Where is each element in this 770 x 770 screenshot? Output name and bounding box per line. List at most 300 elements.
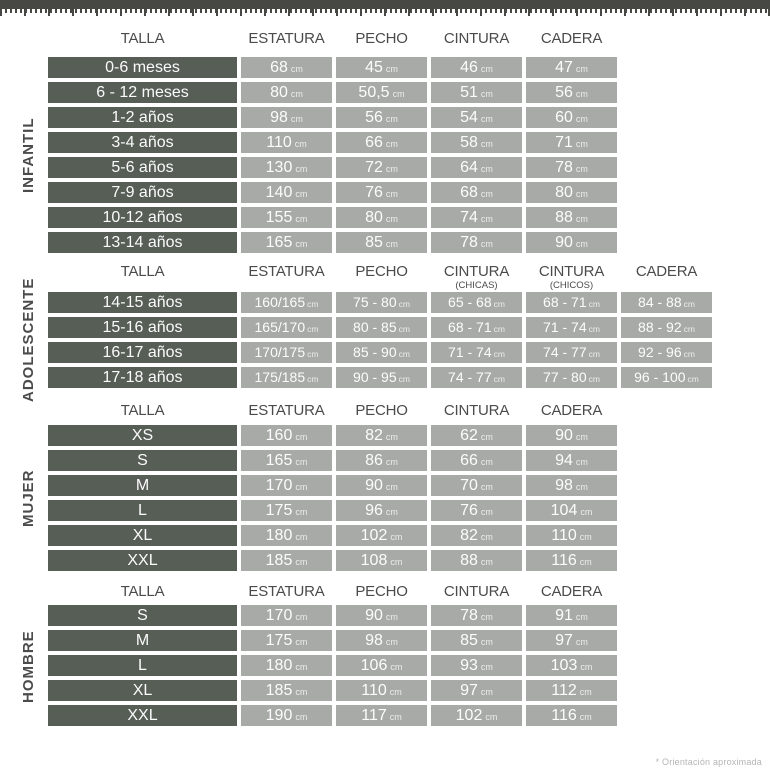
measure-unit: cm xyxy=(389,712,402,722)
measure-value: 94 xyxy=(555,452,573,469)
table-body-adolescente xyxy=(48,292,712,388)
column-header-talla xyxy=(48,264,237,291)
measure-value: 80 xyxy=(555,184,573,201)
measure-value: 175 xyxy=(265,502,293,519)
measure-value: 130 xyxy=(265,159,293,176)
measure-cell xyxy=(431,680,522,701)
measure-value: 86 xyxy=(365,452,383,469)
measure-cell xyxy=(336,680,427,701)
measure-value: 72 xyxy=(365,159,383,176)
measure-unit: cm xyxy=(480,482,493,492)
section-label-hombre: HOMBRE xyxy=(20,630,37,704)
measure-unit: cm xyxy=(687,374,699,384)
column-header-label: CINTURA xyxy=(443,583,510,600)
measure-unit: cm xyxy=(588,349,600,359)
measure-cell xyxy=(336,525,427,546)
section-mujer xyxy=(48,403,617,571)
measure-cell xyxy=(431,292,522,313)
column-header-pecho xyxy=(336,264,427,291)
measure-value: 185 xyxy=(265,682,293,699)
measure-cell xyxy=(241,182,332,203)
measure-value: 110 xyxy=(266,134,292,151)
measure-unit: cm xyxy=(385,507,398,517)
measure-unit: cm xyxy=(480,239,493,249)
talla-cell: XXL xyxy=(48,550,237,571)
measure-unit: cm xyxy=(575,432,588,442)
measure-cell xyxy=(621,367,712,388)
header-row-hombre xyxy=(48,584,617,600)
measure-cell xyxy=(526,342,617,363)
talla-cell: XXL xyxy=(48,705,237,726)
column-header-cadera xyxy=(526,584,617,600)
measure-cell xyxy=(336,450,427,471)
measure-cell xyxy=(241,605,332,626)
footnote: * Orientación aproximada xyxy=(655,757,762,767)
measure-value: 110 xyxy=(361,682,387,699)
measure-cell xyxy=(241,500,332,521)
measure-value: 180 xyxy=(265,657,293,674)
column-header-label: CINTURA xyxy=(538,263,605,280)
measure-value: 45 xyxy=(365,59,383,76)
talla-cell: 1-2 años xyxy=(48,107,237,128)
measure-unit: cm xyxy=(580,507,593,517)
measure-value: 90 xyxy=(365,607,383,624)
measure-cell xyxy=(431,107,522,128)
column-header-label: CINTURA xyxy=(443,402,510,419)
measure-value: 170 xyxy=(265,477,293,494)
column-header-label: CINTURA xyxy=(443,30,510,47)
measure-value: 92 - 96 xyxy=(638,344,682,360)
measure-unit: cm xyxy=(385,214,398,224)
measure-cell xyxy=(241,107,332,128)
measure-value: 190 xyxy=(265,707,293,724)
column-header-cadera xyxy=(621,264,712,291)
column-header-label: CADERA xyxy=(540,30,603,47)
measure-value: 56 xyxy=(555,84,573,101)
measure-value: 74 - 77 xyxy=(543,344,587,360)
measure-value: 102 xyxy=(360,527,388,544)
measure-value: 75 - 80 xyxy=(353,294,397,310)
measure-cell xyxy=(526,550,617,571)
measure-unit: cm xyxy=(385,482,398,492)
measure-cell xyxy=(431,525,522,546)
measure-value: 60 xyxy=(555,109,573,126)
measure-value: 77 - 80 xyxy=(543,369,587,385)
measure-cell xyxy=(336,425,427,446)
measure-value: 117 xyxy=(361,707,387,724)
measure-cell xyxy=(526,207,617,228)
measure-value: 56 xyxy=(365,109,383,126)
measure-cell xyxy=(241,292,332,313)
column-header-label: CINTURA xyxy=(443,263,510,280)
measure-unit: cm xyxy=(392,89,405,99)
measure-unit: cm xyxy=(389,687,402,697)
talla-cell: 14-15 años xyxy=(48,292,237,313)
measure-unit: cm xyxy=(485,712,498,722)
measure-value: 170 xyxy=(265,607,293,624)
measure-cell xyxy=(526,525,617,546)
measure-unit: cm xyxy=(588,374,600,384)
measure-unit: cm xyxy=(290,64,303,74)
talla-cell: XL xyxy=(48,525,237,546)
measure-value: 85 xyxy=(365,234,383,251)
column-header-estatura xyxy=(241,31,332,47)
table-body-infantil xyxy=(48,57,617,253)
measure-unit: cm xyxy=(290,114,303,124)
talla-cell: 10-12 años xyxy=(48,207,237,228)
measure-unit: cm xyxy=(579,712,592,722)
measure-cell xyxy=(526,57,617,78)
measure-unit: cm xyxy=(579,687,592,697)
measure-value: 62 xyxy=(460,427,478,444)
measure-value: 104 xyxy=(550,502,578,519)
talla-cell: 17-18 años xyxy=(48,367,237,388)
measure-unit: cm xyxy=(390,557,403,567)
column-header-talla xyxy=(48,403,237,419)
measure-cell xyxy=(336,157,427,178)
measure-cell xyxy=(431,207,522,228)
measure-cell xyxy=(241,550,332,571)
measure-value: 82 xyxy=(365,427,383,444)
measure-cell xyxy=(336,292,427,313)
measure-value: 80 - 85 xyxy=(353,319,397,335)
measure-unit: cm xyxy=(385,637,398,647)
column-header-cintura xyxy=(431,403,522,419)
measure-unit: cm xyxy=(575,239,588,249)
measure-unit: cm xyxy=(575,214,588,224)
column-header-label: TALLA xyxy=(120,263,165,280)
measure-value: 78 xyxy=(460,607,478,624)
measure-cell xyxy=(241,57,332,78)
measure-unit: cm xyxy=(295,164,308,174)
measure-cell xyxy=(526,450,617,471)
column-header-label: TALLA xyxy=(120,583,165,600)
measure-unit: cm xyxy=(295,482,308,492)
section-label-mujer: MUJER xyxy=(20,469,37,527)
measure-value: 97 xyxy=(555,632,573,649)
measure-cell xyxy=(526,500,617,521)
column-header-pecho xyxy=(336,403,427,419)
measure-value: 85 xyxy=(460,632,478,649)
measure-unit: cm xyxy=(294,139,307,149)
talla-cell: 16-17 años xyxy=(48,342,237,363)
header-row-infantil xyxy=(48,31,617,47)
measure-unit: cm xyxy=(580,662,593,672)
measuring-tape-ruler xyxy=(0,0,770,18)
measure-value: 116 xyxy=(551,707,577,724)
talla-cell: M xyxy=(48,475,237,496)
measure-value: 98 xyxy=(555,477,573,494)
measure-unit: cm xyxy=(480,507,493,517)
measure-unit: cm xyxy=(295,712,308,722)
measure-value: 96 xyxy=(365,502,383,519)
measure-cell xyxy=(431,500,522,521)
measure-value: 82 xyxy=(460,527,478,544)
measure-unit: cm xyxy=(385,612,398,622)
section-label-adolescente: ADOLESCENTE xyxy=(20,277,37,402)
talla-cell: 0-6 meses xyxy=(48,57,237,78)
measure-cell xyxy=(526,132,617,153)
column-header-cintura-chicas xyxy=(431,264,522,291)
measure-cell xyxy=(241,655,332,676)
column-header-sublabel: (CHICOS) xyxy=(549,280,594,291)
measure-unit: cm xyxy=(579,532,592,542)
measure-cell xyxy=(431,182,522,203)
measure-value: 108 xyxy=(360,552,388,569)
measure-cell xyxy=(431,630,522,651)
measure-cell xyxy=(336,182,427,203)
measure-unit: cm xyxy=(295,612,308,622)
measure-unit: cm xyxy=(480,432,493,442)
measure-cell xyxy=(241,525,332,546)
column-header-estatura xyxy=(241,403,332,419)
measure-unit: cm xyxy=(493,349,505,359)
measure-value: 103 xyxy=(550,657,578,674)
measure-unit: cm xyxy=(480,687,493,697)
measure-unit: cm xyxy=(683,299,695,309)
measure-value: 68 - 71 xyxy=(543,294,587,310)
measure-unit: cm xyxy=(295,532,308,542)
measure-cell xyxy=(431,317,522,338)
measure-value: 50,5 xyxy=(358,84,390,101)
measure-unit: cm xyxy=(480,662,493,672)
talla-cell: 3-4 años xyxy=(48,132,237,153)
measure-value: 51 xyxy=(460,84,478,101)
measure-cell xyxy=(526,425,617,446)
measure-value: 98 xyxy=(270,109,288,126)
measure-unit: cm xyxy=(385,432,398,442)
measure-value: 70 xyxy=(460,477,478,494)
measure-value: 160 xyxy=(265,427,293,444)
measure-unit: cm xyxy=(398,349,410,359)
measure-value: 90 xyxy=(555,427,573,444)
measure-unit: cm xyxy=(390,532,403,542)
measure-value: 66 xyxy=(365,134,383,151)
measure-value: 68 xyxy=(270,59,288,76)
measure-unit: cm xyxy=(493,374,505,384)
measure-value: 155 xyxy=(265,209,293,226)
measure-value: 65 - 68 xyxy=(448,294,492,310)
measure-value: 165 xyxy=(265,234,293,251)
column-header-sublabel: (CHICAS) xyxy=(455,280,498,291)
measure-cell xyxy=(431,425,522,446)
table-body-hombre xyxy=(48,605,617,726)
column-header-talla xyxy=(48,31,237,47)
measure-value: 47 xyxy=(555,59,573,76)
measure-value: 74 xyxy=(460,209,478,226)
measure-cell xyxy=(526,82,617,103)
measure-value: 90 xyxy=(555,234,573,251)
measure-value: 180 xyxy=(265,527,293,544)
measure-unit: cm xyxy=(588,299,600,309)
measure-value: 88 - 92 xyxy=(638,319,682,335)
measure-cell xyxy=(431,450,522,471)
measure-cell xyxy=(526,317,617,338)
measure-cell xyxy=(431,82,522,103)
column-header-label: ESTATURA xyxy=(248,30,325,47)
measure-unit: cm xyxy=(480,114,493,124)
measure-cell xyxy=(336,500,427,521)
measure-value: 78 xyxy=(460,234,478,251)
measure-unit: cm xyxy=(575,64,588,74)
measure-cell xyxy=(241,342,332,363)
measure-unit: cm xyxy=(398,374,410,384)
measure-value: 112 xyxy=(551,682,577,699)
column-header-cintura xyxy=(431,31,522,47)
measure-value: 78 xyxy=(555,159,573,176)
measure-unit: cm xyxy=(295,662,308,672)
column-header-label: CADERA xyxy=(540,402,603,419)
column-header-estatura xyxy=(241,264,332,291)
measure-unit: cm xyxy=(295,507,308,517)
talla-cell: 13-14 años xyxy=(48,232,237,253)
measure-value: 175 xyxy=(265,632,293,649)
measure-unit: cm xyxy=(575,89,588,99)
measure-cell xyxy=(431,57,522,78)
column-header-cintura-chicos xyxy=(526,264,617,291)
measure-value: 54 xyxy=(460,109,478,126)
measure-unit: cm xyxy=(588,324,600,334)
measure-value: 170/175 xyxy=(254,344,306,360)
measure-cell xyxy=(431,342,522,363)
measure-value: 96 - 100 xyxy=(634,369,686,385)
measure-cell xyxy=(241,705,332,726)
measure-cell xyxy=(431,132,522,153)
talla-cell: 7-9 años xyxy=(48,182,237,203)
measure-cell xyxy=(526,107,617,128)
measure-value: 71 xyxy=(555,134,573,151)
measure-cell xyxy=(241,82,332,103)
column-header-label: PECHO xyxy=(355,583,408,600)
measure-unit: cm xyxy=(575,637,588,647)
measure-unit: cm xyxy=(575,612,588,622)
measure-value: 84 - 88 xyxy=(638,294,682,310)
measure-cell xyxy=(241,157,332,178)
measure-value: 74 - 77 xyxy=(448,369,492,385)
measure-unit: cm xyxy=(480,89,493,99)
measure-cell xyxy=(431,655,522,676)
measure-cell xyxy=(336,655,427,676)
measure-value: 64 xyxy=(460,159,478,176)
measure-cell xyxy=(526,292,617,313)
column-header-talla xyxy=(48,584,237,600)
measure-unit: cm xyxy=(295,457,308,467)
column-header-cadera xyxy=(526,31,617,47)
measure-unit: cm xyxy=(385,164,398,174)
measure-cell xyxy=(526,182,617,203)
measure-cell xyxy=(336,705,427,726)
measure-value: 90 xyxy=(365,477,383,494)
column-header-pecho xyxy=(336,31,427,47)
measure-unit: cm xyxy=(390,662,403,672)
measure-value: 116 xyxy=(551,552,577,569)
measure-cell xyxy=(526,680,617,701)
measure-cell xyxy=(241,630,332,651)
column-header-label: CADERA xyxy=(540,583,603,600)
column-header-label: PECHO xyxy=(355,402,408,419)
measure-cell xyxy=(336,342,427,363)
header-row-adolescente xyxy=(48,264,712,291)
measure-value: 90 - 95 xyxy=(353,369,397,385)
measure-cell xyxy=(336,367,427,388)
column-header-label: TALLA xyxy=(120,402,165,419)
measure-cell xyxy=(336,132,427,153)
measure-value: 88 xyxy=(555,209,573,226)
measure-cell xyxy=(621,292,712,313)
measure-cell xyxy=(336,550,427,571)
measure-unit: cm xyxy=(295,432,308,442)
measure-value: 76 xyxy=(460,502,478,519)
measure-cell xyxy=(526,232,617,253)
measure-unit: cm xyxy=(575,457,588,467)
measure-cell xyxy=(336,232,427,253)
column-header-pecho xyxy=(336,584,427,600)
measure-unit: cm xyxy=(480,532,493,542)
measure-unit: cm xyxy=(480,457,493,467)
measure-cell xyxy=(431,157,522,178)
measure-unit: cm xyxy=(307,349,319,359)
measure-unit: cm xyxy=(480,64,493,74)
measure-unit: cm xyxy=(385,239,398,249)
measure-value: 165 xyxy=(265,452,293,469)
measure-value: 58 xyxy=(460,134,478,151)
column-header-label: ESTATURA xyxy=(248,263,325,280)
measure-unit: cm xyxy=(493,299,505,309)
measure-value: 71 - 74 xyxy=(543,319,587,335)
measure-value: 165/170 xyxy=(254,319,306,335)
measure-unit: cm xyxy=(307,299,319,309)
column-header-cintura xyxy=(431,584,522,600)
measure-cell xyxy=(241,450,332,471)
measure-cell xyxy=(336,207,427,228)
measure-unit: cm xyxy=(480,612,493,622)
section-adolescente xyxy=(48,264,712,388)
measure-value: 110 xyxy=(551,527,577,544)
measure-unit: cm xyxy=(480,557,493,567)
measure-cell xyxy=(431,550,522,571)
measure-unit: cm xyxy=(295,214,308,224)
measure-value: 175/185 xyxy=(254,369,306,385)
measure-value: 140 xyxy=(265,184,293,201)
measure-value: 88 xyxy=(460,552,478,569)
measure-cell xyxy=(241,475,332,496)
column-header-label: PECHO xyxy=(355,30,408,47)
measure-unit: cm xyxy=(385,457,398,467)
header-row-mujer xyxy=(48,403,617,419)
measure-value: 93 xyxy=(460,657,478,674)
measure-cell xyxy=(241,367,332,388)
measure-unit: cm xyxy=(295,637,308,647)
measure-unit: cm xyxy=(307,374,319,384)
measure-unit: cm xyxy=(579,557,592,567)
column-header-estatura xyxy=(241,584,332,600)
section-label-infantil: INFANTIL xyxy=(20,117,37,193)
measure-unit: cm xyxy=(683,349,695,359)
measure-unit: cm xyxy=(480,139,493,149)
section-hombre xyxy=(48,584,617,726)
measure-cell xyxy=(526,605,617,626)
talla-cell: 5-6 años xyxy=(48,157,237,178)
measure-cell xyxy=(621,317,712,338)
measure-unit: cm xyxy=(480,189,493,199)
measure-unit: cm xyxy=(385,189,398,199)
measure-value: 80 xyxy=(365,209,383,226)
measure-cell xyxy=(336,107,427,128)
measure-cell xyxy=(621,342,712,363)
measure-cell xyxy=(336,57,427,78)
column-header-label: ESTATURA xyxy=(248,583,325,600)
measure-cell xyxy=(241,317,332,338)
